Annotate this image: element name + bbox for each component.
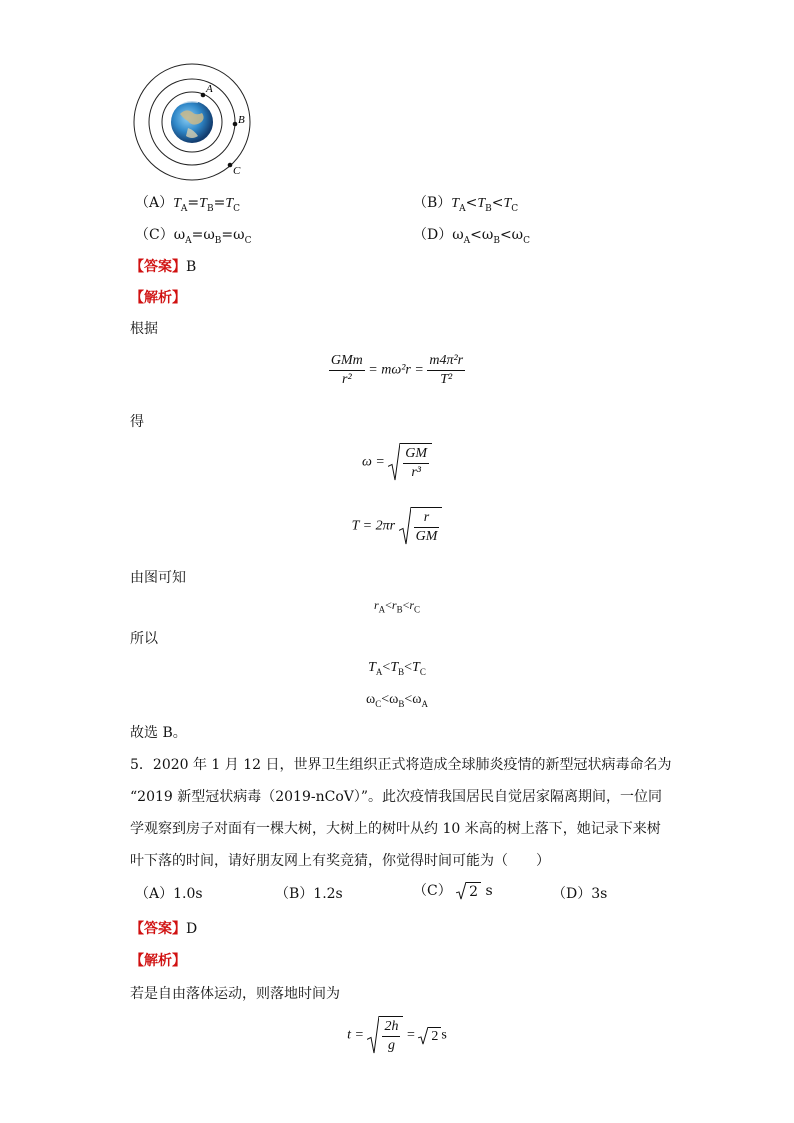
text-youtu: 由图可知 xyxy=(130,570,186,586)
text-guxuan: 故选 B。 xyxy=(130,725,187,741)
q5-answer: 【答案】D xyxy=(130,921,198,937)
equation-omega-order: $\omega_C<\omega_B<\omega_A$ xyxy=(366,692,428,709)
q5-line4: 叶下落的时间，请好朋友网上有奖竞猜，你觉得时间可能为（ ） xyxy=(130,853,550,869)
label-c: C xyxy=(233,165,241,177)
equation-omega: ω = $\frac{GM}{\text{r³}}$ xyxy=(0,443,794,482)
q5-line3: 学观察到房子对面有一棵大树，大树上的树叶从约 10 米高的树上落下，她记录下来树 xyxy=(130,821,661,837)
q5-text: 若是自由落体运动，则落地时间为 xyxy=(130,986,340,1002)
q4-option-b[interactable]: $(B)T_A<T_B<T_C$ xyxy=(413,195,519,214)
text-genju: 根据 xyxy=(130,321,158,337)
q5-line2: “2019 新型冠状病毒（2019-nCoV）”。此次疫情我国居民自觉居家隔离期间，一位同 xyxy=(130,789,663,805)
q4-analysis-tag: 【解析】 xyxy=(130,290,186,306)
label-b: B xyxy=(238,114,245,126)
equation-gravity: $\frac{\text{GMm}}{\text{r²}}$ = mω²r = $\frac{\text{m4π²r}}{\text{T²}}$ xyxy=(330,353,464,387)
q5-line1: 5．2020 年 1 月 12 日，世界卫生组织正式将造成全球肺炎疫情的新型冠状病毒命名为 xyxy=(130,757,672,773)
answer-tag: 【答案】 xyxy=(130,259,186,275)
equation-period: T = 2πr $\frac{r}{GM}$ xyxy=(0,507,794,546)
q5-analysis-tag: 【解析】 xyxy=(130,953,186,969)
equation-fall-time: t = $\frac{2h}{g}$ = 2 s xyxy=(0,1016,794,1055)
q4-option-c[interactable]: $(C)\omega_A=\omega_B=\omega_C$ xyxy=(135,227,252,246)
text-de: 得 xyxy=(130,414,144,430)
equation-period-order: $T_A<T_B<T_C$ xyxy=(368,660,426,677)
q5-option-b[interactable]: （B）1.2s xyxy=(275,886,343,902)
point-b xyxy=(233,122,238,127)
text-suoyi: 所以 xyxy=(130,631,158,647)
q4-option-a[interactable]: $(A)T_A=T_B=T_C$ xyxy=(135,195,240,214)
q5-option-a[interactable]: （A）1.0s xyxy=(135,886,203,902)
point-c xyxy=(228,163,233,168)
orbit-figure xyxy=(130,62,255,182)
equation-radius-order: $r_A<r_B<r_C$ xyxy=(373,598,421,615)
q4-option-d[interactable]: $(D)\omega_A<\omega_B<\omega_C$ xyxy=(413,227,530,246)
q4-answer xyxy=(130,256,196,276)
point-a xyxy=(201,93,206,98)
orbit-diagram xyxy=(130,62,255,182)
q5-option-c[interactable]: （C） 2 s xyxy=(413,883,493,900)
q5-option-d[interactable]: （D）3s xyxy=(552,886,608,902)
answer-value: B xyxy=(186,259,197,275)
label-a: A xyxy=(206,83,213,95)
